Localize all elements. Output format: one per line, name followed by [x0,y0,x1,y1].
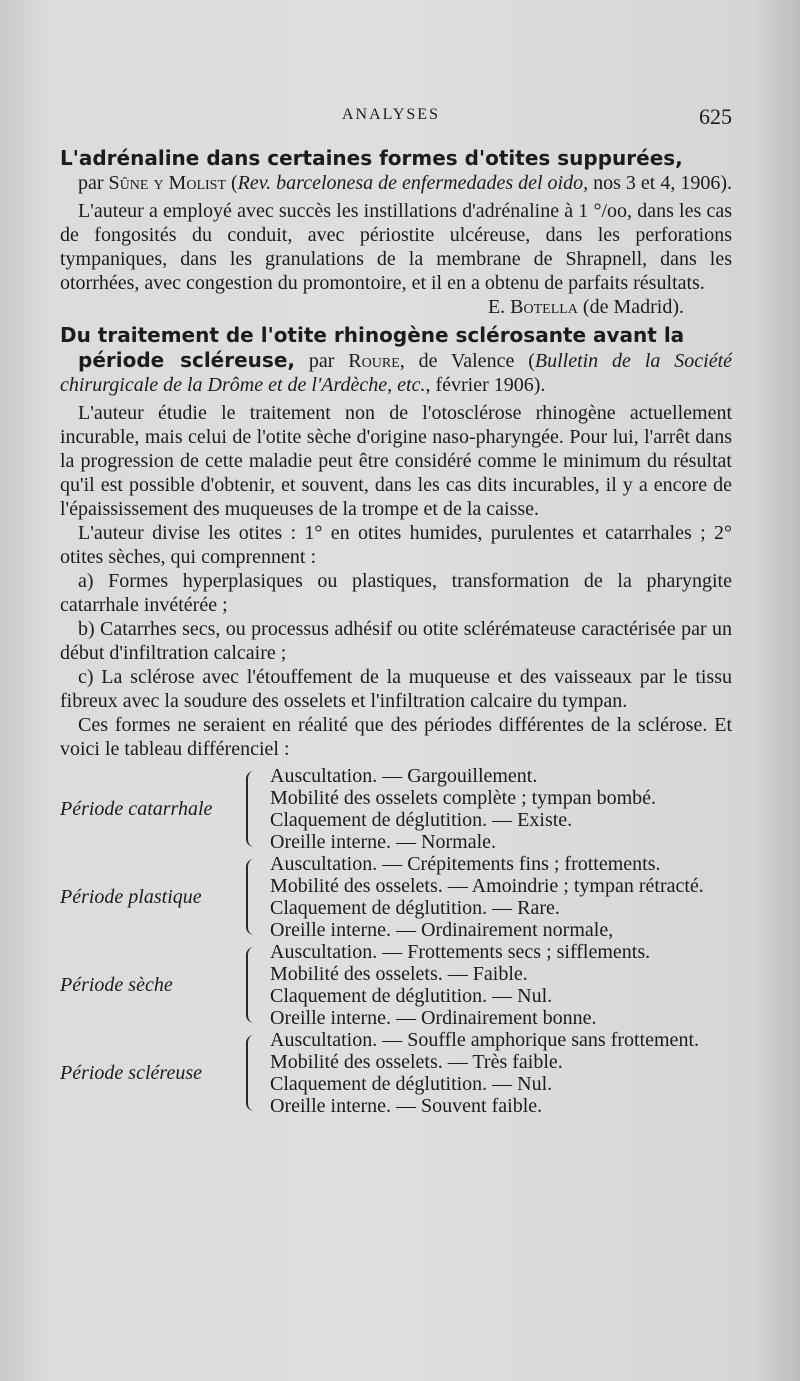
detail-line: Auscultation. — Crépitements fins ; frottements. [270,853,661,875]
article-1-source: Rev. barcelonesa de enfermedades del oido, [237,172,589,194]
brace [246,1035,266,1111]
article-2-heading [60,323,732,397]
byline-text: nos 3 et 4, 1906). [588,172,733,194]
brace [246,771,266,847]
article-2-source: Bulletin de la Société chirurgicale de la Drôme et de l'Ardèche, etc. [60,350,732,396]
detail-line: Oreille interne. — Souvent faible. [270,1095,543,1117]
running-head: ANALYSES [342,106,440,123]
page-header [60,104,732,134]
article-1-signature [60,295,732,319]
table-row [60,765,732,853]
period-label: Période scléreuse [60,1061,202,1084]
table-row [60,941,732,1029]
byline-text: par [294,350,349,372]
article-1-byline [60,172,732,194]
article-1-heading [60,146,732,195]
period-details [270,765,732,853]
table-row [60,853,732,941]
article-1-title: L'adrénaline dans certaines formes d'otites suppurées, [60,146,683,170]
article-1-paragraph: L'auteur a employé avec succès les instillations d'adrénaline à 1 °/oo, dans les cas de fongosités du conduit, avec périostite ulcéreuse, dans les perforations tympaniques, dans les granulations de la membrane de Shrapnell, dans les otorrhées, avec congestion du promontoire, et il en a obtenu de parfaits résultats. [60,200,732,294]
detail-line: Claquement de déglutition. — Existe. [270,809,573,831]
article-2-item-c: c) La sclérose avec l'étouffement de la muqueuse et des vaisseaux par le tissu fibreux avec la soudure des osselets et l'infiltration calcaire du tympan. [60,666,732,712]
article-2-paragraph-1: L'auteur étudie le traitement non de l'otosclérose rhinogène actuellement incurable, mais celui de l'otite sèche d'origine naso-pharyngée. Pour lui, l'arrêt dans la progression de cette maladie peut être considéré comme le minimum du résultat qu'il est possible d'obtenir, et souvent, dans les cas dits incurables, il y a encore de l'épaississement des muqueuses de la trompe et de la caisse. [60,402,732,520]
detail-line: Mobilité des osselets. — Très faible. [270,1051,563,1073]
table-row [60,1029,732,1117]
detail-line: Oreille interne. — Ordinairement bonne. [270,1007,597,1029]
detail-line: Claquement de déglutition. — Nul. [270,985,553,1007]
byline-text: , février 1906). [425,374,546,396]
byline-text: , de Valence ( [399,350,535,372]
brace [246,947,266,1023]
article-2-paragraph-2: L'auteur divise les otites : 1° en otites humides, purulentes et catarrhales ; 2° otites sèches, qui comprennent : [60,522,732,568]
byline-text: par [78,172,109,194]
page-number: 625 [699,104,732,129]
period-details [270,941,732,1029]
article-2-title-cont: période scléreuse, [78,348,295,372]
detail-line: Mobilité des osselets complète ; tympan bombé. [270,787,657,809]
article-2-author: Roure [348,350,400,372]
byline-text: ( [226,172,238,194]
signature-name: E. Botella [487,296,578,318]
article-2-title: Du traitement de l'otite rhinogène sclérosante avant la [60,323,685,347]
detail-line: Claquement de déglutition. — Rare. [270,897,560,919]
detail-line: Mobilité des osselets. — Amoindrie ; tympan rétracté. [270,875,704,897]
article-2-paragraph-3: Ces formes ne seraient en réalité que des périodes différentes de la sclérose. Et voici le tableau différenciel : [60,714,732,760]
article-1-author: Sûne y Molist [108,172,226,194]
brace [246,859,266,935]
article-2-item-b: b) Catarrhes secs, ou processus adhésif ou otite sclérémateuse caractérisée par un début d'infiltration calcaire ; [60,618,732,664]
detail-line: Oreille interne. — Normale. [270,831,497,853]
detail-line: Oreille interne. — Ordinairement normale, [270,919,614,941]
detail-line: Auscultation. — Frottements secs ; sifflements. [270,941,651,963]
differential-table [60,765,732,1117]
period-label: Période sèche [60,973,173,996]
detail-line: Auscultation. — Souffle amphorique sans frottement. [270,1029,699,1051]
period-label: Période catarrhale [60,797,213,820]
detail-line: Claquement de déglutition. — Nul. [270,1073,553,1095]
page-body [60,146,732,1117]
detail-line: Mobilité des osselets. — Faible. [270,963,528,985]
article-2-item-a: a) Formes hyperplasiques ou plastiques, transformation de la pharyngite catarrhale invétérée ; [60,570,732,616]
signature-place: (de Madrid). [577,296,684,318]
period-details [270,853,732,941]
period-details [270,1029,732,1117]
period-label: Période plastique [60,885,202,908]
detail-line: Auscultation. — Gargouillement. [270,765,538,787]
